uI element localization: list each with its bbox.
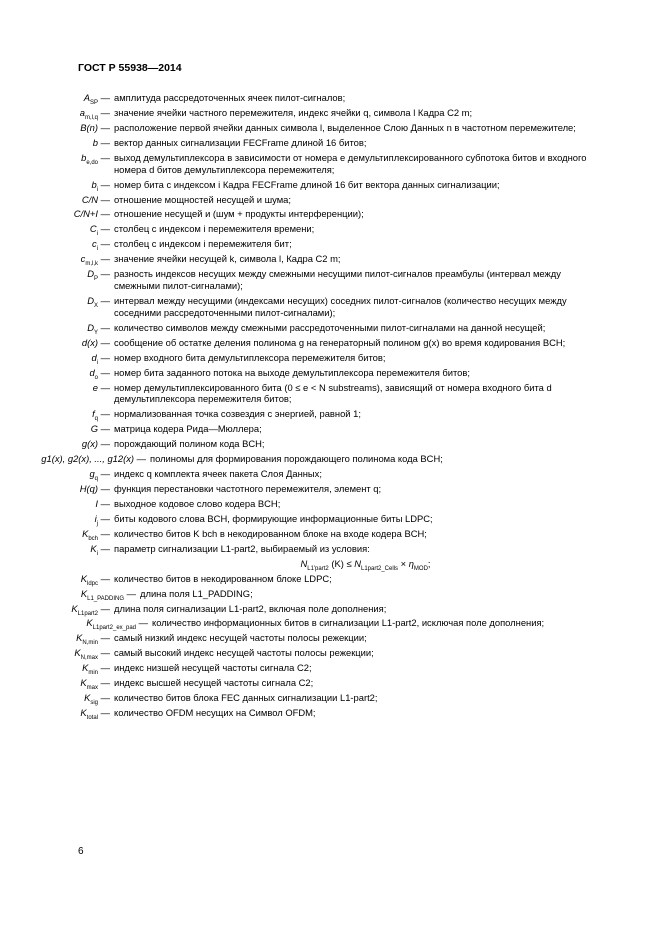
term-subscript: i [96,359,99,366]
definition-term: g1(x), g2(x), ..., g12(x) — [41,453,146,465]
definition-term: $g_q$ — [89,468,110,482]
definition-entry [0,268,661,291]
definition-text: длина поля сигнализации L1-part2, включая поле дополнения; [114,602,387,614]
definition-text: количество битов K bch в некодированном блоке на входе кодера BCH; [114,527,427,539]
condition-formula: $N_{L1'part2}$ $(K) \le N_{L1part2\_Cells} \times \eta_{MOD}$; [300,557,431,572]
definition-text: разность индексов несущих между смежными несущими пилот-сигналов преамбулы (интервал между смежными пилот-сигналами); [114,268,561,292]
term-subscript: N,max [80,655,99,662]
definition-term: $K_{total}$ — [80,707,110,722]
definition-entry [0,498,661,510]
definition-entry [0,107,661,119]
term-subscript: min [88,670,99,677]
definition-text: нормализованная точка созвездия с энергией, равной 1; [114,408,361,420]
definition-term: $K_{min}$ — [82,662,110,677]
definition-entry [0,92,661,104]
definition-term: e — [92,381,110,393]
definition-text: номер бита с индексом i Кадра FECFrame длиной 16 бит вектора данных сигнализации; [114,178,500,190]
term-subscript: i [96,550,99,557]
definition-term: B(n) — [80,121,110,133]
term-subscript: q [94,415,99,422]
definition-text: расположение первой ячейки данных символа l, выделенное Слою Данных n в частотном перемежителе; [114,121,576,133]
term-subscript: max [86,685,99,692]
term-subscript: q [94,475,99,482]
definition-text: отношение мощностей несущей и шума; [114,193,291,205]
term-subscript: total [86,715,99,722]
definition-text: выходное кодовое слово кодера BCH; [114,498,281,509]
definition-entry [0,647,661,662]
definition-text: самый высокий индекс несущей частоты полосы режекции; [114,647,374,659]
definition-entry [0,322,661,334]
definition-entry [0,367,661,379]
definitions-list [0,92,661,722]
definition-text: длина поля L1_PADDING; [140,587,253,599]
term-subscript: P [94,276,99,283]
term-subscript: i [96,246,99,253]
term-subscript: SP [90,99,99,106]
definition-entry [0,238,661,253]
page-number: 6 [78,846,84,857]
definition-term: H(q) — [79,483,110,495]
term-subscript: o [94,374,99,381]
definition-text: функция перестановки частотного перемежителя, элемент q; [114,483,382,495]
term-subscript: L1part2_ex_pad [92,625,137,632]
definition-term: $i_j$ — [94,512,110,527]
definition-term: $b_{e,do}$ — [81,151,110,166]
definition-text: амплитуда рассредоточенных ячеек пилот-сигналов; [114,92,346,103]
term-subscript: m,l,k [85,261,99,268]
term-subscript: j [96,520,99,527]
definition-term: $f_q$ — [92,408,110,422]
term-subscript: m,l,q [85,114,99,121]
definition-text: порождающий полином кода BCH; [114,438,265,450]
definition-text: количество символов между смежными рассредоточенными пилот-сигналами на данной несущей; [114,321,546,333]
definition-term: $C_i$ — [89,223,110,238]
term-subscript: bch [88,535,99,542]
term-subscript: L1part2 [77,610,99,617]
definition-text: сообщение об остатке деления полинома g на генераторный полином g(x) во время кодирования BCH; [114,336,566,348]
definition-entry [0,483,661,495]
definition-term: $d_i$ — [91,351,110,366]
definition-term: $K_{N,max}$ — [74,647,110,662]
definition-entry [0,208,661,220]
definition-entry [0,179,661,191]
definition-term: C/N+I — [73,208,110,220]
definition-entry [0,223,661,238]
definition-text: количество информационных битов в сигнализации L1-part2, исключая поле дополнения; [152,617,545,629]
definition-text: вектор данных сигнализации FECFrame длиной 16 битов; [114,136,367,148]
definition-text: матрица кодера Рида—Мюллера; [114,423,262,435]
definition-text: номер входного бита демультиплексора перемежителя битов; [114,351,386,363]
definition-entry [0,453,661,465]
definition-term: d(x) — [81,336,110,348]
definition-term: $d_o$ — [89,366,110,381]
definition-entry [0,382,661,405]
definition-term: $b_i$ — [91,178,110,193]
term-subscript: i [96,186,99,193]
definition-entry [0,707,661,722]
definition-term: $K_{L1part2\_ex\_pad}$ — [86,617,148,632]
definition-text: значение ячейки частного перемежителя, индекс ячейки q, символа l Кадра C2 m; [114,106,473,118]
term-subscript: Y [94,329,99,336]
definition-text: количество битов в некодированном блоке LDPC; [114,572,332,584]
term-subscript: X [94,302,99,309]
term-subscript: sig [90,700,99,707]
definition-term: $K_{sig}$ — [84,692,110,707]
definition-entry [0,438,661,450]
document-header: ГОСТ Р 55938—2014 [78,62,182,74]
definition-text: индекс высшей несущей частоты сигнала C2; [114,677,314,689]
definition-entry [0,677,661,692]
definition-entry [0,423,661,435]
definition-term: $K_{N,min}$ — [76,632,110,647]
definition-entry [0,194,661,206]
definition-entry [0,122,661,134]
definition-entry [0,295,661,318]
definition-term: $c_i$ — [91,238,110,253]
definition-entry [0,528,661,540]
definition-text: параметр сигнализации L1-part2, выбираемый из условия: [114,542,370,554]
definition-entry [0,468,661,480]
definition-term: g(x) — [81,438,110,450]
definition-text: номер бита заданного потока на выходе демультиплексора перемежителя битов; [114,366,470,378]
definition-term: $A_{SP}$ — [83,92,110,106]
definition-text: отношение несущей и (шум + продукты интерференции); [114,208,364,220]
definition-term: $c_{m,l,k}$ — [80,253,110,268]
definition-text: столбец с индексом i перемежителя времени; [114,223,315,235]
definition-text: столбец с индексом i перемежителя бит; [114,238,292,250]
definition-term: $K_{L1\_PADDING}$ — [80,587,136,602]
definition-term: $K_i$ — [90,542,110,557]
definition-term: $K_{max}$ — [80,677,110,692]
definition-term: $D_Y$ — [87,321,110,336]
definition-entry [0,632,661,647]
definition-entry [0,662,661,677]
definition-text: значение ячейки несущей k, символа l, Кадра C2 m; [114,253,341,265]
definition-term: $K_{L1part2}$ — [71,602,110,617]
definition-text: самый низкий индекс несущей частоты полосы режекции; [114,632,367,644]
term-subscript: e,do [86,159,99,166]
definition-entry [0,513,661,525]
definition-text: количество OFDM несущих на Символ OFDM; [114,707,316,719]
definition-entry [0,692,661,707]
definition-text: номер демультиплексированного бита (0 ≤ e < N substreams), зависящий от номера входного бита d демультиплексора перемежителя битов; [114,381,552,405]
definition-term: I — [95,498,110,509]
definition-entry [0,408,661,420]
definition-text: количество битов блока FEC данных сигнализации L1-part2; [114,692,378,704]
definition-entry [0,152,661,175]
definition-term: b — [92,136,110,148]
definition-entry [0,603,661,615]
definition-text: индекс низшей несущей частоты сигнала C2; [114,662,312,674]
definition-term: C/N — [81,193,110,205]
definition-entry [0,137,661,149]
definition-entry [0,617,661,632]
definition-entry [0,337,661,349]
term-subscript: N,min [82,640,99,647]
definition-term: $K_{ldpc}$ — [80,572,110,587]
definition-term: G — [90,423,110,435]
definition-text: индекс q комплекта ячеек пакета Слоя Данных; [114,468,322,480]
definition-text: биты кодового слова BCH, формирующие информационные биты LDPC; [114,512,433,524]
definition-term: $D_X$ — [87,295,110,309]
definition-term: $a_{m,l,q}$ — [79,106,110,121]
definition-entry [0,588,661,600]
term-subscript: L1_PADDING [87,595,125,602]
definition-text: полиномы для формирования порождающего полинома кода BCH; [150,453,443,465]
definition-entry [0,253,661,268]
definition-entry [0,573,661,585]
definition-text: выход демультиплексора в зависимости от номера e демультиплексированного субпотока битов и входного номера d битов демультиплексора перемежителя; [114,151,587,175]
definition-term: $K_{bch}$ — [82,527,110,542]
term-subscript: i [96,231,99,238]
definition-text: интервал между несущими (индексами несущих) соседних пилот-сигналов (количество несущих между соседними рассредоточенными пилот-сигналами); [114,295,567,318]
definition-entry [0,352,661,364]
term-subscript: ldpc [87,580,99,587]
definition-entry [0,543,661,555]
definition-term: $D_P$ — [87,268,110,283]
